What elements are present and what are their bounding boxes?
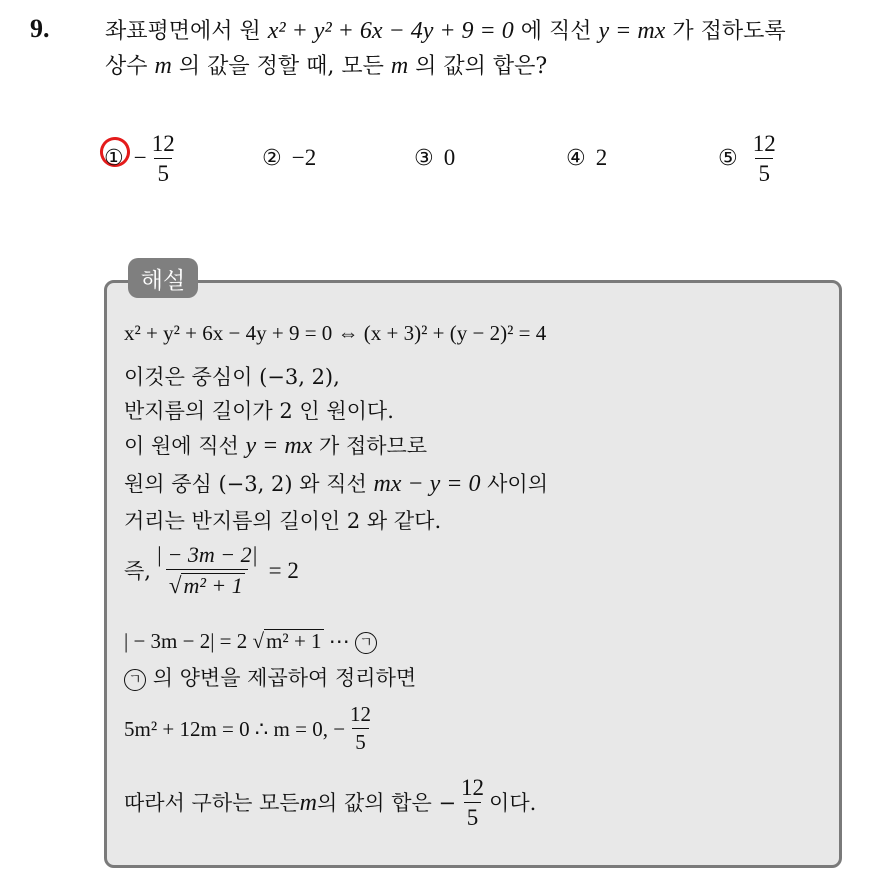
choice-label: ③ <box>414 145 434 171</box>
choice-2[interactable] <box>262 128 316 188</box>
line-equation: y = mx <box>598 18 666 44</box>
choice-label: ① <box>104 145 124 171</box>
result-fraction <box>347 704 374 753</box>
choice-value: −2 <box>291 145 317 170</box>
fraction-numerator: 12 <box>151 130 175 156</box>
question-text: 좌표평면에서 원 <box>105 19 268 44</box>
line-equation: y = mx <box>245 433 313 459</box>
marker-giyeok: ㄱ <box>355 632 377 654</box>
choice-sign: − <box>133 145 147 170</box>
question-text: 의 값의 합은? <box>408 54 548 79</box>
equation-rhs: = 2 <box>268 558 299 584</box>
question-line-2 <box>105 51 547 82</box>
solution-line-6: 거리는 반지름의 길이인 2 와 같다. <box>124 509 442 533</box>
fraction-denominator: 5 <box>154 158 172 185</box>
solution-text: 따라서 구하는 모든 <box>124 790 300 815</box>
choice-4[interactable] <box>566 128 607 188</box>
choice-5[interactable] <box>718 128 781 188</box>
choice-fraction <box>750 132 779 185</box>
choice-label: ⑤ <box>718 145 738 171</box>
solution-line-8: | − 3m − 2| = 2 √m² + 1 ⋯ ㄱ <box>124 626 377 656</box>
solution-text: 이 원에 직선 <box>124 434 246 458</box>
sqrt-content: m² + 1 <box>183 573 243 598</box>
sqrt-content: m² + 1 <box>266 629 322 653</box>
fraction-numerator: | − 3m − 2| <box>155 542 258 567</box>
solution-tag: 해설 <box>128 258 198 298</box>
fraction-denominator: 5 <box>755 158 773 185</box>
solution-text: 즉, <box>124 559 151 584</box>
solution-line-1: x² + y² + 6x − 4y + 9 = 0 ⇔ (x + 3)² + (y − 2)² = 4 <box>124 321 547 345</box>
variable-m: m <box>154 53 172 79</box>
solution-line-10 <box>124 704 376 753</box>
question-text: 상수 <box>105 54 155 79</box>
solution-text: 의 값의 합은 − <box>316 790 457 815</box>
question-number: 9. <box>30 14 50 43</box>
variable-m: m <box>390 53 409 79</box>
solution-text: 이다. <box>489 790 537 815</box>
solution-text: 의 양변을 제곱하여 정리하면 <box>152 666 417 690</box>
choice-label: ④ <box>566 145 586 171</box>
solution-text: 사이의 <box>480 472 549 496</box>
solution-line-4 <box>124 431 427 461</box>
marker-giyeok: ㄱ <box>124 669 146 691</box>
fraction-denominator: 5 <box>464 802 482 829</box>
choice-value: 2 <box>595 145 608 170</box>
variable-m: m <box>299 789 317 816</box>
fraction-denominator: 5 <box>352 728 369 753</box>
solution-text: | − 3m − 2| = 2 <box>124 629 253 653</box>
solution-line-11 <box>124 776 536 829</box>
solution-line-3: 반지름의 길이가 2 인 원이다. <box>124 399 394 423</box>
distance-fraction <box>153 544 261 598</box>
solution-line-2: 이것은 중심이 (−3, 2), <box>124 365 340 389</box>
choice-label: ② <box>262 145 282 171</box>
solution-line-7 <box>124 544 299 598</box>
circle-equation: x² + y² + 6x − 4y + 9 = 0 <box>267 18 514 44</box>
question-text: 가 접하도록 <box>665 19 786 44</box>
solution-text: 가 접하므로 <box>312 434 428 458</box>
solution-text: ⋯ <box>323 629 356 653</box>
answer-fraction <box>458 776 487 829</box>
choice-1[interactable] <box>104 128 180 188</box>
question-text: 에 직선 <box>513 19 599 44</box>
fraction-denominator: √m² + 1 <box>166 569 248 598</box>
fraction-numerator: 12 <box>752 130 776 156</box>
fraction-numerator: 12 <box>350 702 372 726</box>
solution-line-5 <box>124 469 548 499</box>
question-line-1 <box>105 16 786 47</box>
fraction-numerator: 12 <box>461 775 485 800</box>
solution-text: 원의 중심 (−3, 2) 와 직선 <box>124 472 374 496</box>
solution-line-9 <box>124 663 416 693</box>
choice-fraction <box>149 132 178 185</box>
choice-value: 0 <box>443 145 456 170</box>
question-text: 의 값을 정할 때, 모든 <box>171 54 391 79</box>
solution-text: 5m² + 12m = 0 ∴ m = 0, − <box>124 716 346 741</box>
choice-3[interactable] <box>414 128 455 188</box>
line-equation: mx − y = 0 <box>373 471 481 497</box>
